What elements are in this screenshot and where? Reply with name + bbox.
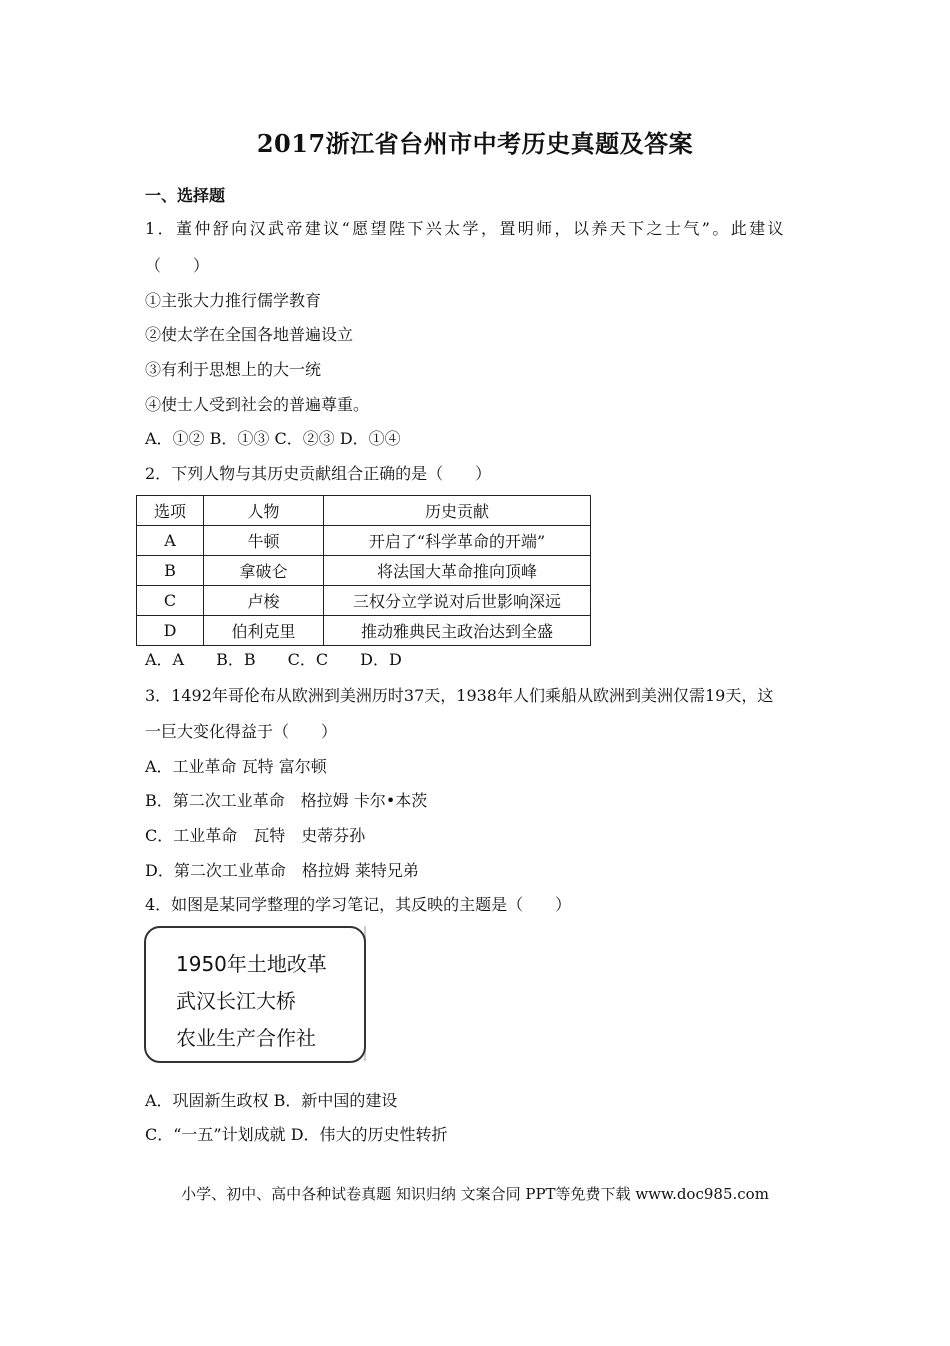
note-line-2: 武汉长江大桥 [176, 989, 296, 1013]
table-header-person: 人物 [204, 496, 324, 526]
q3-option-a: A．工业革命 瓦特 富尔顿 [145, 757, 327, 776]
page-footer: 小学、初中、高中各种试卷真题 知识归纳 文案合同 PPT等免费下载 www.doc985.com [181, 1185, 769, 1203]
note-line-1: 1950年土地改革 [176, 952, 327, 976]
q3-stem-line2: 一巨大变化得益于（ ） [145, 722, 338, 741]
table-row [137, 586, 591, 616]
table-header-contribution: 历史贡献 [324, 496, 591, 526]
q3-stem-line1: 3．1492年哥伦布从欧洲到美洲历时37天，1938年人们乘船从欧洲到美洲仅需19天，这 [145, 686, 774, 705]
q2-table [136, 495, 591, 646]
q2-options: A．A B．B C．C D．D [145, 650, 402, 669]
q4-options-line1: A．巩固新生政权 B．新中国的建设 [145, 1091, 398, 1110]
q1-stem-line1: 1．董仲舒向汉武帝建议“愿望陛下兴太学，置明师，以养天下之士气”。此建议 [145, 219, 786, 238]
table-row [137, 526, 591, 556]
study-note-image [144, 926, 366, 1063]
table-cell: B [137, 556, 204, 586]
q1-item-1: ①主张大力推行儒学教育 [145, 291, 322, 310]
table-header-option: 选项 [137, 496, 204, 526]
table-row [137, 616, 591, 646]
q1-stem-line2: （ ） [145, 256, 210, 275]
table-cell: D [137, 616, 204, 646]
table-header-row [137, 496, 591, 526]
table-cell: C [137, 586, 204, 616]
q2-stem: 2．下列人物与其历史贡献组合正确的是（ ） [145, 464, 492, 483]
table-cell: 开启了“科学革命的开端” [324, 526, 591, 556]
table-cell: 伯利克里 [204, 616, 324, 646]
q1-item-3: ③有利于思想上的大一统 [145, 360, 322, 379]
table-cell: 牛顿 [204, 526, 324, 556]
q1-item-2: ②使太学在全国各地普遍设立 [145, 325, 354, 344]
table-cell: 三权分立学说对后世影响深远 [324, 586, 591, 616]
note-line-3: 农业生产合作社 [176, 1026, 316, 1050]
section-heading: 一、选择题 [145, 186, 226, 205]
q1-item-4: ④使士人受到社会的普遍尊重。 [145, 395, 370, 414]
table-cell: A [137, 526, 204, 556]
table-cell: 拿破仑 [204, 556, 324, 586]
table-cell: 将法国大革命推向顶峰 [324, 556, 591, 586]
q4-stem: 4．如图是某同学整理的学习笔记，其反映的主题是（ ） [145, 895, 572, 914]
q3-option-d: D．第二次工业革命 格拉姆 莱特兄弟 [145, 861, 419, 880]
q3-option-b: B．第二次工业革命 格拉姆 卡尔•本茨 [145, 791, 428, 810]
table-cell: 推动雅典民主政治达到全盛 [324, 616, 591, 646]
q1-options: A．①② B．①③ C．②③ D．①④ [145, 429, 401, 448]
q3-option-c: C．工业革命 瓦特 史蒂芬孙 [145, 826, 366, 845]
document-title: 2017浙江省台州市中考历史真题及答案 [256, 129, 694, 158]
table-cell: 卢梭 [204, 586, 324, 616]
table-row [137, 556, 591, 586]
q4-options-line2: C．“一五”计划成就 D．伟大的历史性转折 [145, 1125, 448, 1144]
